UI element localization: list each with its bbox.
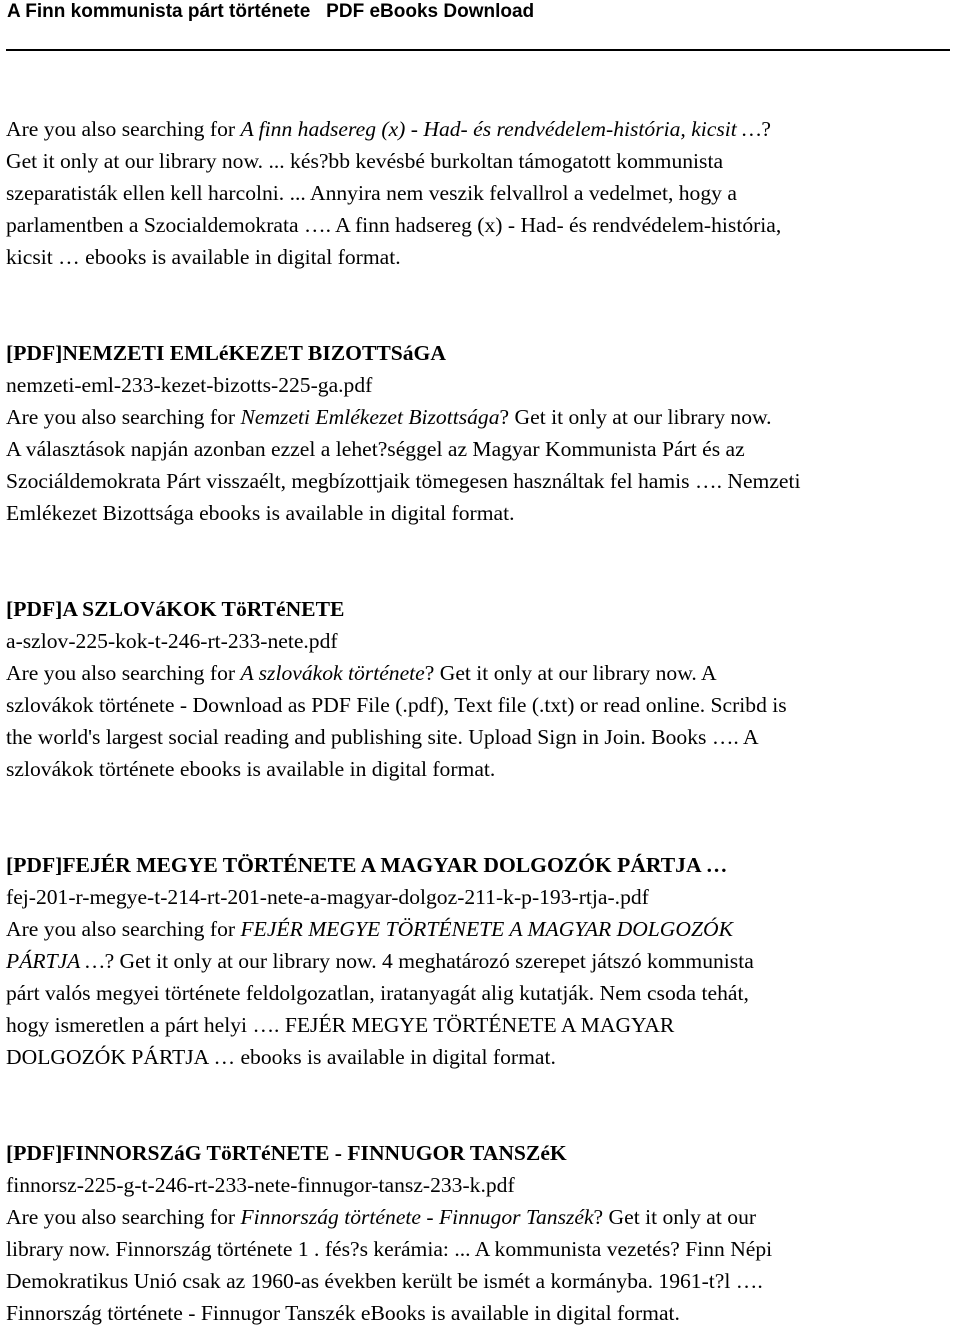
entry-text-line: A választások napján azonban ezzel a lehet?séggel az Magyar Kommunista Párt és az	[6, 437, 745, 461]
intro-paragraph	[6, 113, 958, 273]
entry-book-title: Nemzeti Emlékezet Bizottsága	[240, 405, 500, 429]
entry-text-line: szlovákok története ebooks is available in digital format.	[6, 757, 496, 781]
entry-text-line: Emlékezet Bizottsága ebooks is available in digital format.	[6, 501, 515, 525]
entry-filename: nemzeti-eml-233-kezet-bizotts-225-ga.pdf	[6, 373, 373, 397]
entry-book-title: Finnország története - Finnugor Tanszék	[240, 1205, 594, 1229]
intro-book-title: A finn hadsereg (x) - Had- és rendvédelem-história, kicsit …	[240, 117, 762, 141]
entry-finnorszag	[6, 1137, 958, 1329]
entry-text-line: library now. Finnország története 1 . fés?s kerámia: ... A kommunista vezetés? Finn Népi	[6, 1237, 773, 1261]
intro-line: szeparatisták ellen kell harcolni. ... Annyira nem veszik felvallrol a vedelmet, hogy a	[6, 181, 737, 205]
header-divider	[6, 49, 950, 51]
entry-filename: finnorsz-225-g-t-246-rt-233-nete-finnugor-tansz-233-k.pdf	[6, 1173, 515, 1197]
page-header	[0, 0, 960, 30]
entry-text-line: szlovákok története - Download as PDF File (.pdf), Text file (.txt) or read online. Scribd is	[6, 693, 787, 717]
entry-filename: fej-201-r-megye-t-214-rt-201-nete-a-magyar-dolgoz-211-k-p-193-rtja-.pdf	[6, 885, 649, 909]
entry-title[interactable]: [PDF]FINNORSZáG TöRTéNETE - FINNUGOR TANSZéK	[6, 1141, 567, 1165]
entry-text-line: the world's largest social reading and publishing site. Upload Sign in Join. Books …. A	[6, 725, 759, 749]
intro-line: kicsit … ebooks is available in digital format.	[6, 245, 401, 269]
entry-title[interactable]: [PDF]NEMZETI EMLéKEZET BIZOTTSáGA	[6, 341, 446, 365]
entry-text-line: PÁRTJA …? Get it only at our library now. 4 meghatározó szerepet játszó kommunista	[6, 949, 754, 973]
entry-text-line: hogy ismeretlen a párt helyi …. FEJÉR MEGYE TÖRTÉNETE A MAGYAR	[6, 1013, 675, 1037]
entry-szlovakok	[6, 593, 958, 785]
entry-title[interactable]: [PDF]FEJÉR MEGYE TÖRTÉNETE A MAGYAR DOLGOZÓK PÁRTJA …	[6, 853, 728, 877]
entry-text-line: DOLGOZÓK PÁRTJA … ebooks is available in digital format.	[6, 1045, 556, 1069]
intro-line: parlamentben a Szocialdemokrata …. A finn hadsereg (x) - Had- és rendvédelem-história,	[6, 213, 782, 237]
site-title-text: A Finn kommunista párt története	[7, 1, 311, 22]
site-subtitle-text: PDF eBooks Download	[326, 1, 535, 22]
entry-text-line: Are you also searching for Finnország története - Finnugor Tanszék? Get it only at our	[6, 1205, 757, 1229]
entry-text-line: Are you also searching for FEJÉR MEGYE TÖRTÉNETE A MAGYAR DOLGOZÓK	[6, 917, 734, 941]
intro-line: Get it only at our library now. ... kés?bb kevésbé burkoltan támogatott kommunista	[6, 149, 724, 173]
entry-text-line: párt valós megyei története feldolgozatlan, iratanyagát alig kutatják. Nem csoda tehát,	[6, 981, 749, 1005]
entry-fejer-megye	[6, 849, 958, 1073]
entry-nemzeti-emlekezet	[6, 337, 958, 529]
entry-book-title: A szlovákok története	[240, 661, 425, 685]
entry-book-title: PÁRTJA …	[6, 949, 105, 973]
intro-line: Are you also searching for A finn hadsereg (x) - Had- és rendvédelem-história, kicsit …?	[6, 117, 771, 141]
entry-text-line: Are you also searching for Nemzeti Emlékezet Bizottsága? Get it only at our library now.	[6, 405, 772, 429]
entry-text-line: Szociáldemokrata Párt visszaélt, megbízottjaik tömegesen használtak fel hamis …. Nemzeti	[6, 469, 801, 493]
site-title	[7, 0, 534, 24]
entry-text-line: Demokratikus Unió csak az 1960-as években került be ismét a kormányba. 1961-t?l ….	[6, 1269, 763, 1293]
page-content	[6, 113, 958, 1329]
entry-title[interactable]: [PDF]A SZLOVáKOK TöRTéNETE	[6, 597, 345, 621]
entry-text-line: Are you also searching for A szlovákok története? Get it only at our library now. A	[6, 661, 717, 685]
entry-text-line: Finnország története - Finnugor Tanszék eBooks is available in digital format.	[6, 1301, 680, 1325]
entry-filename: a-szlov-225-kok-t-246-rt-233-nete.pdf	[6, 629, 338, 653]
entry-book-title: FEJÉR MEGYE TÖRTÉNETE A MAGYAR DOLGOZÓK	[240, 917, 734, 941]
